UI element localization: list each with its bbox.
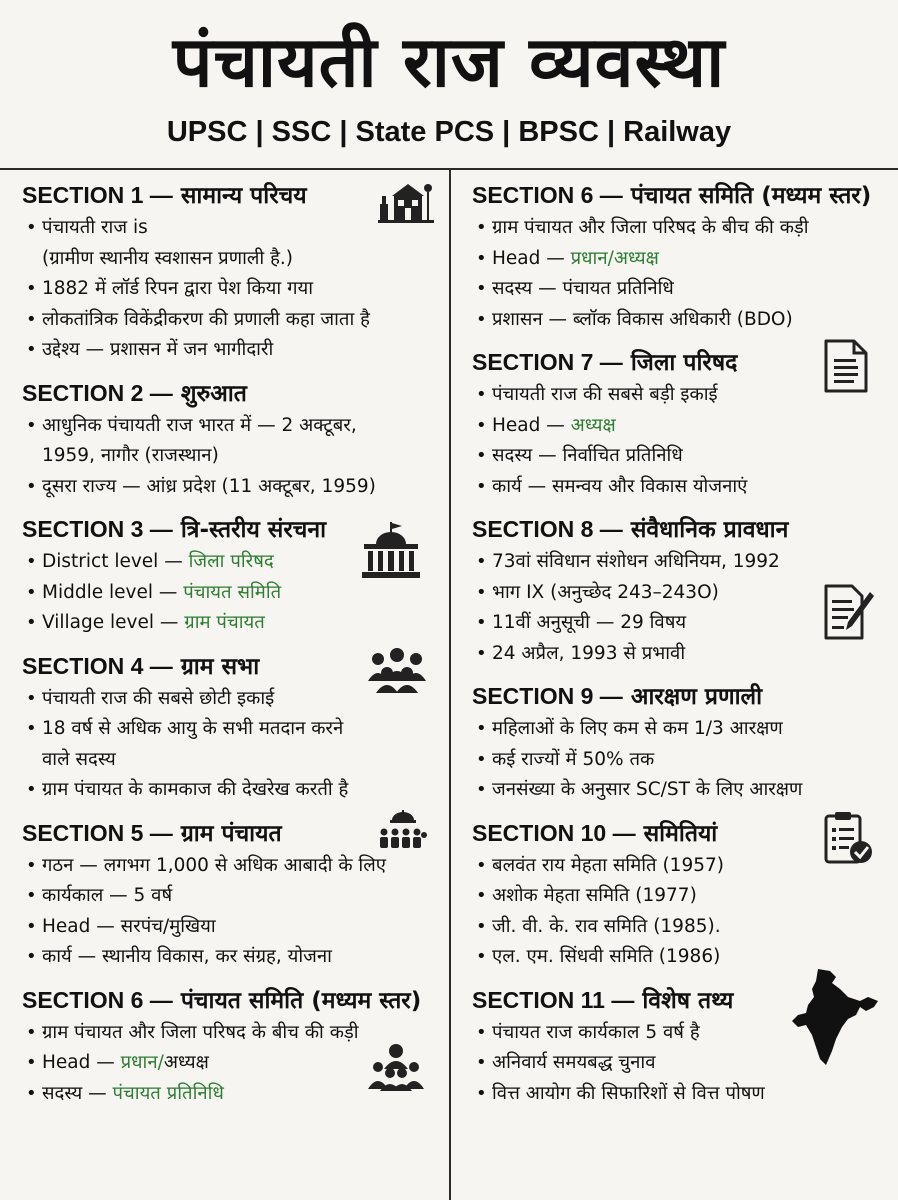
list-item: • एल. एम. सिंधवी समिति (1986)	[472, 942, 884, 973]
list-item: • पंचायत राज कार्यकाल 5 वर्ष है	[472, 1018, 884, 1049]
section-number: SECTION 1 —	[22, 182, 173, 208]
list-item: • पंचायती राज की सबसे छोटी इकाई	[22, 684, 440, 715]
list-item: • जनसंख्या के अनुसार SC/ST के लिए आरक्षण	[472, 775, 884, 806]
section-title	[22, 376, 440, 411]
section-name: ग्राम पंचायत	[172, 820, 282, 847]
section-title	[472, 679, 884, 714]
exam-list-subtitle: UPSC | SSC | State PCS | BPSC | Railway	[166, 116, 732, 148]
section-number: SECTION 9 —	[472, 683, 623, 709]
item-highlight: अध्यक्ष	[570, 414, 616, 436]
government-building-icon	[360, 522, 422, 580]
right-column	[472, 178, 884, 1119]
column-divider	[449, 170, 451, 1200]
list-item: • 11वीं अनुसूची — 29 विषय	[472, 608, 884, 639]
india-map-icon	[790, 967, 882, 1071]
item-highlight: प्रधान/अध्यक्ष	[570, 247, 659, 269]
list-item: • सदस्य — पंचायत प्रतिनिधि	[472, 274, 884, 305]
list-item: • आधुनिक पंचायती राज भारत में — 2 अक्टूबर,	[22, 411, 440, 442]
list-item	[22, 578, 440, 609]
section-number: SECTION 5 —	[22, 819, 173, 846]
list-item: • उद्देश्य — प्रशासन में जन भागीदारी	[22, 335, 440, 366]
section-name: त्रि-स्तरीय संरचना	[172, 517, 327, 543]
section-list	[472, 714, 884, 806]
section-block	[22, 816, 440, 973]
item-label: Village level —	[42, 612, 185, 633]
section-block	[472, 345, 884, 502]
item-highlight: ग्राम पंचायत	[184, 612, 265, 633]
list-item: 1959, नागौर (राजस्थान)	[42, 445, 219, 466]
list-item: • ग्राम पंचायत और जिला परिषद के बीच की कड़ी	[22, 1018, 440, 1049]
section-block	[472, 679, 884, 806]
list-item: • महिलाओं के लिए कम से कम 1/3 आरक्षण	[472, 714, 884, 745]
assembly-icon	[378, 810, 428, 850]
item-highlight: प्रधान/	[120, 1052, 164, 1073]
item-rest: अध्यक्ष	[163, 1052, 209, 1073]
list-item: • ग्राम पंचायत और जिला परिषद के बीच की कड़ी	[472, 213, 884, 244]
section-block	[22, 512, 440, 639]
section-block	[472, 983, 884, 1110]
section-block	[22, 983, 440, 1110]
section-name: विशेष तथ्य	[634, 987, 734, 1014]
list-item: • 18 वर्ष से अधिक आयु के सभी मतदान करने	[22, 714, 440, 745]
list-item: • प्रशासन — ब्लॉक विकास अधिकारी (BDO)	[472, 305, 884, 336]
list-item: • 24 अप्रैल, 1993 से प्रभावी	[472, 639, 884, 670]
item-highlight: पंचायत समिति	[183, 581, 282, 603]
section-block	[472, 512, 884, 669]
list-item: • पंचायती राज की सबसे बड़ी इकाई	[472, 380, 884, 411]
list-item: • गठन — लगभग 1,000 से अधिक आबादी के लिए	[22, 851, 440, 882]
item-label: सदस्य —	[42, 1082, 113, 1104]
section-name: समितियां	[635, 820, 718, 847]
section-list	[472, 213, 884, 335]
section-block	[22, 178, 440, 366]
item-label: Head —	[492, 414, 571, 436]
section-block	[22, 376, 440, 503]
item-label: District level —	[42, 551, 189, 572]
section-title	[472, 178, 884, 213]
list-item: • कार्य — समन्वय और विकास योजनाएं	[472, 472, 884, 503]
section-list	[22, 684, 440, 806]
section-number: SECTION 10 —	[472, 819, 636, 846]
section-title	[22, 983, 440, 1018]
list-item: • सदस्य — निर्वाचित प्रतिनिधि	[472, 441, 884, 472]
list-item: वाले सदस्य	[42, 748, 116, 770]
left-column	[22, 178, 440, 1119]
section-list	[22, 411, 440, 503]
section-name: जिला परिषद	[622, 350, 738, 376]
item-label: Head —	[492, 247, 571, 269]
list-item: • कार्य — स्थानीय विकास, कर संग्रह, योजना	[22, 942, 440, 973]
list-item: • जी. वी. के. राव समिति (1985).	[472, 912, 884, 943]
list-item: • दूसरा राज्य — आंध्र प्रदेश (11 अक्टूबर, 1959)	[22, 472, 440, 503]
section-title	[472, 512, 884, 547]
section-number: SECTION 6 —	[472, 182, 623, 208]
section-number: SECTION 6 —	[22, 986, 173, 1013]
document-pen-icon	[822, 584, 874, 640]
page-title: पंचायती राज व्यवस्था	[172, 21, 726, 103]
section-list	[472, 380, 884, 502]
list-item: • अशोक मेहता समिति (1977)	[472, 881, 884, 912]
section-list	[22, 213, 440, 366]
section-block	[22, 649, 440, 806]
section-name: पंचायत समिति (मध्यम स्तर)	[622, 183, 872, 209]
list-item	[22, 608, 440, 639]
section-number: SECTION 2 —	[22, 379, 173, 406]
village-house-icon	[378, 174, 434, 226]
item-highlight: पंचायत प्रतिनिधि	[112, 1082, 224, 1104]
list-item: • पंचायती राज is	[22, 213, 440, 244]
list-item: • Head — सरपंच/मुखिया	[22, 912, 440, 943]
section-number: SECTION 4 —	[22, 652, 173, 679]
list-item	[472, 244, 884, 275]
list-item: • लोकतांत्रिक विकेंद्रीकरण की प्रणाली कहा जाता है	[22, 305, 440, 336]
document-icon	[822, 339, 870, 393]
section-name: शुरुआत	[172, 380, 247, 407]
section-number: SECTION 3 —	[22, 516, 173, 542]
list-item: • अनिवार्य समयबद्ध चुनाव	[472, 1048, 884, 1079]
section-name: पंचायत समिति (मध्यम स्तर)	[172, 987, 422, 1014]
list-item: • कई राज्यों में 50% तक	[472, 745, 884, 776]
section-list	[472, 851, 884, 973]
section-name: ग्राम सभा	[172, 653, 260, 680]
clipboard-check-icon	[822, 810, 874, 866]
people-group-icon	[368, 647, 426, 693]
list-item: • भाग IX (अनुच्छेद 243–243O)	[472, 578, 884, 609]
list-item: • 73वां संविधान संशोधन अधिनियम, 1992	[472, 547, 884, 578]
list-item: • कार्यकाल — 5 वर्ष	[22, 881, 440, 912]
item-label: Middle level —	[42, 581, 184, 603]
section-name: आरक्षण प्रणाली	[622, 684, 763, 710]
item-label: Head —	[42, 1052, 121, 1073]
list-item: (ग्रामीण स्थानीय स्वशासन प्रणाली है.)	[42, 247, 294, 269]
list-item: • वित्त आयोग की सिफारिशों से वित्त पोषण	[472, 1079, 884, 1110]
section-block	[472, 816, 884, 973]
list-item: • 1882 में लॉर्ड रिपन द्वारा पेश किया गया	[22, 274, 440, 305]
list-item: • ग्राम पंचायत के कामकाज की देखरेख करती है	[22, 775, 440, 806]
section-number: SECTION 7 —	[472, 349, 623, 375]
section-name: संवैधानिक प्रावधान	[622, 517, 789, 543]
section-number: SECTION 8 —	[472, 516, 623, 542]
section-number: SECTION 11 —	[472, 986, 635, 1013]
section-block	[472, 178, 884, 335]
section-list	[22, 851, 440, 973]
list-item	[472, 411, 884, 442]
list-item: • बलवंत राय मेहता समिति (1957)	[472, 851, 884, 882]
people-meeting-icon	[368, 1043, 424, 1091]
section-name: सामान्य परिचय	[172, 183, 307, 209]
item-highlight: जिला परिषद	[188, 551, 274, 572]
